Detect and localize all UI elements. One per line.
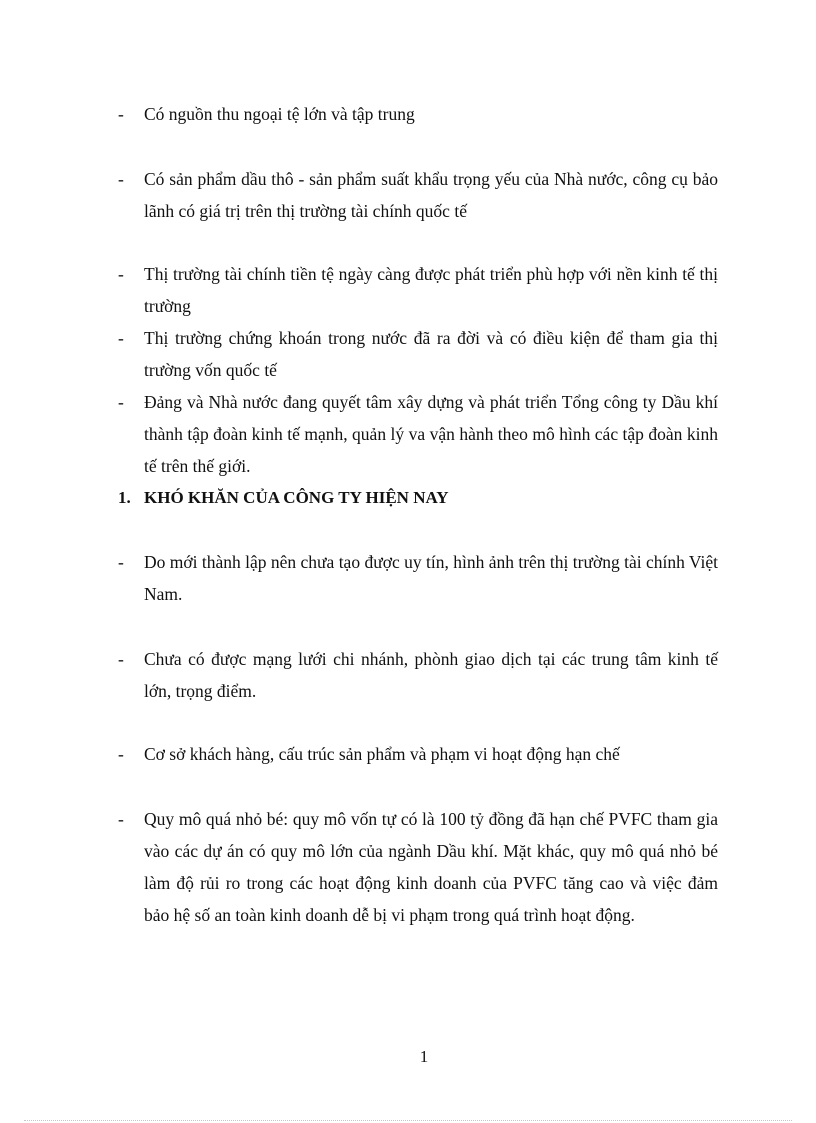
bullet-dash: - [118,392,124,412]
section-title: KHÓ KHĂN CỦA CÔNG TY HIỆN NAY [144,488,449,507]
list-item [118,258,718,322]
bullet-dash: - [118,104,124,124]
page-number: 1 [419,1047,429,1066]
bullet-dash: - [118,744,124,764]
list-item [118,643,718,707]
list-item [118,386,718,482]
list-item-text: Thị trường tài chính tiền tệ ngày càng được phát triển phù hợp với nền kinh tế thị trường [144,264,718,316]
list-item [118,738,718,770]
list-item [118,322,718,386]
bullet-dash: - [118,552,124,572]
list-item-text: Do mới thành lập nên chưa tạo được uy tín, hình ảnh trên thị trường tài chính Việt Nam. [144,552,718,604]
list-item-text: Đảng và Nhà nước đang quyết tâm xây dựng và phát triển Tổng công ty Dầu khí thành tập đoàn kinh tế mạnh, quản lý va vận hành theo mô hình các tập đoàn kinh tế trên thế giới. [144,392,718,476]
list-item-text: Có nguồn thu ngoại tệ lớn và tập trung [144,104,415,124]
list-item [118,803,718,931]
section-number: 1. [118,488,131,507]
list-item [118,98,718,130]
list-item-text: Thị trường chứng khoán trong nước đã ra đời và có điều kiện để tham gia thị trường vốn quốc tế [144,328,718,380]
list-item [118,546,718,610]
list-item-text: Cơ sở khách hàng, cấu trúc sản phẩm và phạm vi hoạt động hạn chế [144,744,620,764]
list-item-text: Có sản phẩm dầu thô - sản phẩm suất khẩu trọng yếu của Nhà nước, công cụ bảo lãnh có giá trị trên thị trường tài chính quốc tế [144,169,718,221]
list-item-text: Quy mô quá nhỏ bé: quy mô vốn tự có là 100 tỷ đồng đã hạn chế PVFC tham gia vào các dự án có quy mô lớn của ngành Dầu khí. Mặt khác, quy mô quá nhỏ bé làm độ rủi ro trong các hoạt động kinh doanh của PVFC tăng cao và việc đảm bảo hệ số an toàn kinh doanh dễ bị vi phạm trong quá trình hoạt động. [144,809,718,925]
page-bottom-divider [24,1120,792,1121]
bullet-dash: - [118,649,124,669]
bullet-dash: - [118,264,124,284]
list-item-text: Chưa có được mạng lưới chi nhánh, phònh giao dịch tại các trung tâm kinh tế lớn, trọng điểm. [144,649,718,701]
bullet-dash: - [118,328,124,348]
list-item [118,163,718,227]
bullet-dash: - [118,809,124,829]
section-heading [118,482,448,514]
bullet-dash: - [118,169,124,189]
